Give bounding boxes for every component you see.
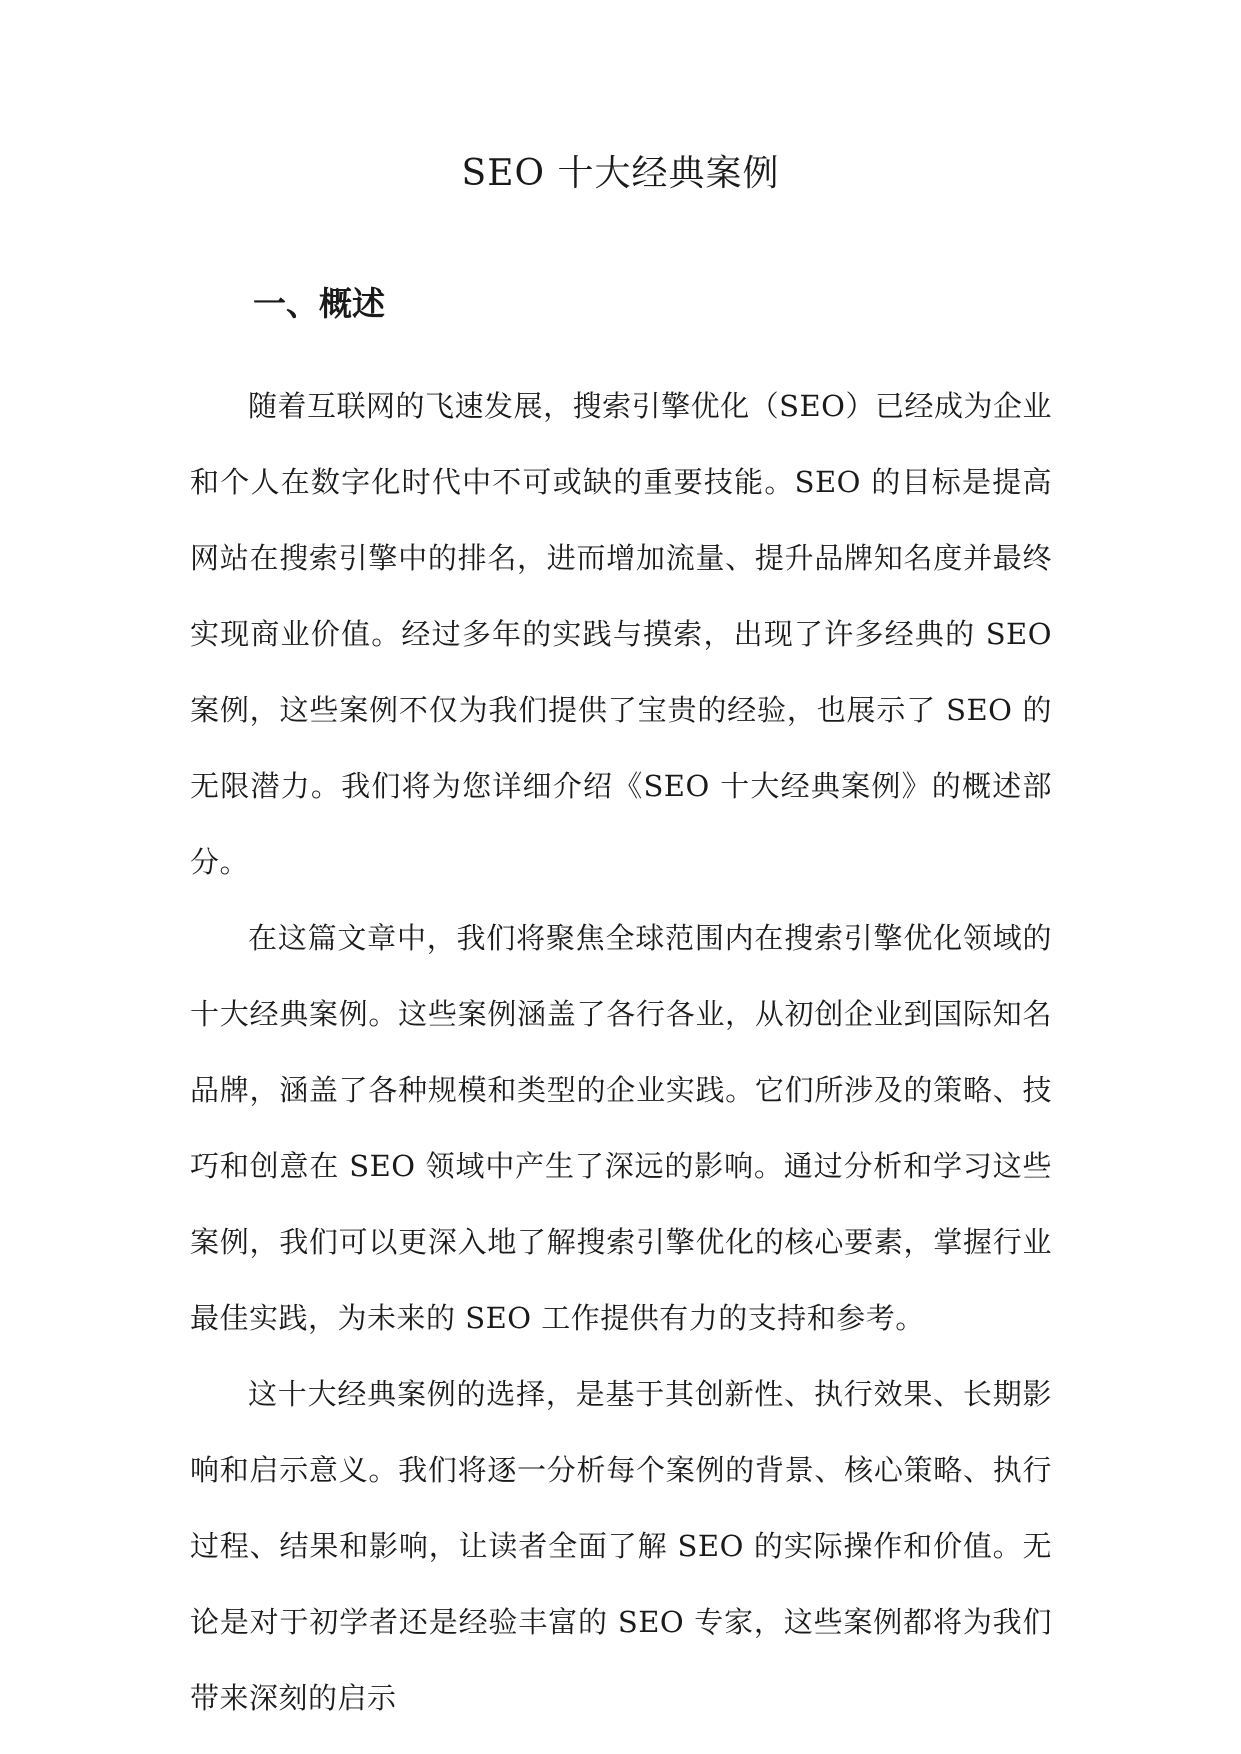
paragraph-1: 随着互联网的飞速发展，搜索引擎优化（SEO）已经成为企业和个人在数字化时代中不可或缺的重要技能。SEO 的目标是提高网站在搜索引擎中的排名，进而增加流量、提升品牌知名度并最终实现商业价值。经过多年的实践与摸索，出现了许多经典的 SEO 案例，这些案例不仅为我们提供了宝贵的经验，也展示了 SEO 的无限潜力。我们将为您详细介绍《SEO 十大经典案例》的概述部分。: [190, 389, 1052, 879]
paragraph-2: 在这篇文章中，我们将聚焦全球范围内在搜索引擎优化领域的十大经典案例。这些案例涵盖了各行各业，从初创企业到国际知名品牌，涵盖了各种规模和类型的企业实践。它们所涉及的策略、技巧和创意在 SEO 领域中产生了深远的影响。通过分析和学习这些案例，我们可以更深入地了解搜索引擎优化的核心要素，掌握行业最佳实践，为未来的 SEO 工作提供有力的支持和参考。: [190, 921, 1052, 1335]
paragraph-3: 这十大经典案例的选择，是基于其创新性、执行效果、长期影响和启示意义。我们将逐一分析每个案例的背景、核心策略、执行过程、结果和影响，让读者全面了解 SEO 的实际操作和价值。无论是对于初学者还是经验丰富的 SEO 专家，这些案例都将为我们带来深刻的启示: [190, 1377, 1052, 1715]
document-title: SEO 十大经典案例: [461, 153, 780, 194]
section-heading-overview: 一、概述: [253, 284, 385, 323]
document-body: [190, 368, 1052, 1736]
